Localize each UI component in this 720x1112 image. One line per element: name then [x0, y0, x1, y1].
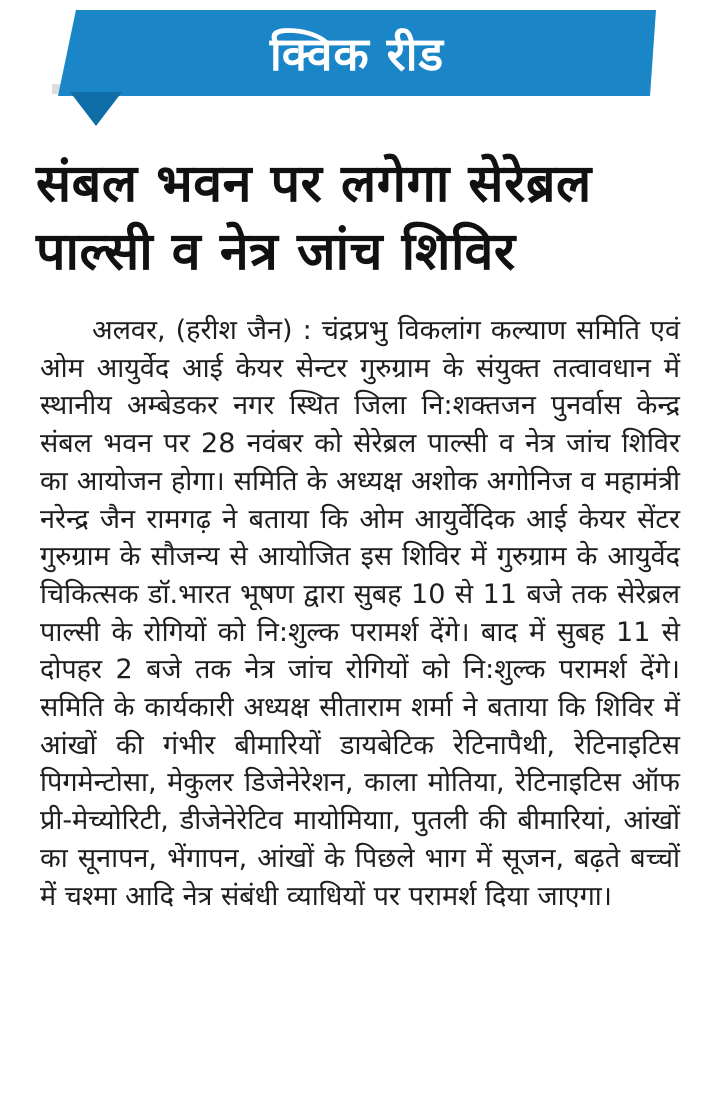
- article-paragraph: अलवर, (हरीश जैन) : चंद्रप्रभु विकलांग कल्याण समिति एवं ओम आयुर्वेद आई केयर सेन्टर गुरुग्राम के संयुक्त तत्वावधान में स्थानीय अम्बेडकर नगर स्थित जिला नि:शक्तजन पुनर्वास केन्द्र संबल भवन पर 28 नवंबर को सेरेब्रल पाल्सी व नेत्र जांच शिविर का आयोजन होगा। समिति के अध्यक्ष अशोक अगोनिज व महामंत्री नरेन्द्र जैन रामगढ़ ने बताया कि ओम आयुर्वेदिक आई केयर सेंटर गुरुग्राम के सौजन्य से आयोजित इस शिविर में गुरुग्राम के आयुर्वेद चिकित्सक डॉ.भारत भूषण द्वारा सुबह 10 से 11 बजे तक सेरेब्रल पाल्सी के रोगियों को नि:शुल्क परामर्श देंगे। बाद में सुबह 11 से दोपहर 2 बजे तक नेत्र जांच रोगियों को नि:शुल्क परामर्श देंगे। समिति के कार्यकारी अध्यक्ष सीताराम शर्मा ने बताया कि शिविर में आंखों की गंभीर बीमारियों डायबेटिक रेटिनापैथी, रेटिनाइटिस पिगमेन्टोसा, मेकुलर डिजेनेरेशन, काला मोतिया, रेटिनाइटिस ऑफ प्री-मेच्योरिटी, डीजेनेरेटिव मायोमियाा, पुतली की बीमारियां, आंखों का सूनापन, भेंगापन, आंखों के पिछले भाग में सूजन, बढ़ते बच्चों में चश्मा आदि नेत्र संबंधी व्याधियों पर परामर्श दिया जाएगा।: [40, 315, 680, 912]
- article-body: [40, 312, 680, 915]
- article-headline: [36, 150, 686, 286]
- section-title: क्विक रीड: [269, 27, 445, 81]
- section-banner: [0, 0, 720, 140]
- banner-pointer-icon: [70, 92, 122, 126]
- headline-line-2: पाल्सी व नेत्र जांच शिविर: [36, 222, 516, 282]
- headline-line-1: संबल भवन पर लगेगा सेरेब्रल: [36, 154, 592, 214]
